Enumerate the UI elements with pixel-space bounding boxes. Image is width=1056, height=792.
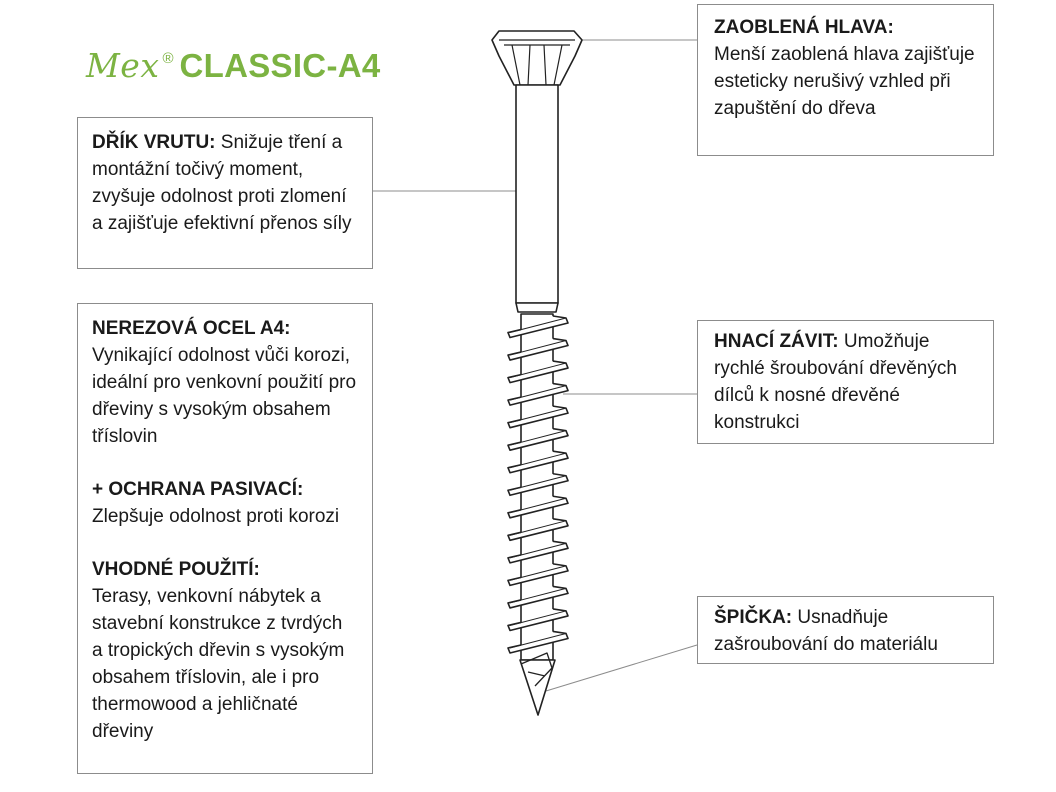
logo-brand: Mex bbox=[86, 46, 160, 85]
callout-shank-text: Snižuje tření a montážní točivý moment, zvyšuje odolnost proti zlomení a zajišťuje efektivní přenos síly bbox=[92, 132, 352, 234]
callout-tip-text: Usnadňuje zašroubování do materiálu bbox=[714, 607, 938, 655]
callout-usage-title: VHODNÉ POUŽITÍ: bbox=[92, 559, 260, 580]
callout-passivation-title: + OCHRANA PASIVACÍ: bbox=[92, 479, 304, 500]
callout-material bbox=[77, 303, 373, 774]
callout-shank bbox=[77, 117, 373, 269]
callout-head-text: Menší zaoblená hlava zajišťuje esteticky nerušivý vzhled při zapuštění do dřeva bbox=[714, 44, 975, 119]
callout-head bbox=[697, 4, 994, 156]
callout-passivation-text: Zlepšuje odolnost proti korozi bbox=[92, 506, 340, 527]
callout-thread bbox=[697, 320, 994, 444]
shank-transition bbox=[516, 303, 558, 312]
callout-thread-text: Umožňuje rychlé šroubování dřevěných dílců k nosné dřevěné konstrukci bbox=[714, 331, 957, 433]
screw-shank bbox=[516, 85, 558, 303]
screw-head bbox=[492, 31, 582, 85]
screw-tip bbox=[520, 660, 555, 715]
callout-usage-text: Terasy, venkovní nábytek a stavební konstrukce z tvrdých a tropických dřevin s vysokým obsahem tříslovin, ale i pro thermowood a jehličnaté dřeviny bbox=[92, 586, 345, 742]
logo-registered-mark: ® bbox=[162, 50, 174, 67]
callout-head-title: ZAOBLENÁ HLAVA: bbox=[714, 17, 894, 38]
callout-material-text: Vynikající odolnost vůči korozi, ideální pro venkovní použití pro dřeviny s vysokým obsahem tříslovin bbox=[92, 345, 357, 447]
leader-line-tip bbox=[546, 645, 697, 691]
callout-thread-title: HNACÍ ZÁVIT: bbox=[714, 331, 839, 352]
logo-model-name: CLASSIC-A4 bbox=[179, 47, 381, 84]
callout-tip-title: ŠPIČKA: bbox=[714, 607, 793, 628]
screw bbox=[492, 31, 582, 715]
callout-material-title: NEREZOVÁ OCEL A4: bbox=[92, 318, 291, 339]
screw-thread bbox=[508, 314, 568, 660]
callout-shank-title: DŘÍK VRUTU: bbox=[92, 132, 216, 153]
callout-tip bbox=[697, 596, 994, 664]
